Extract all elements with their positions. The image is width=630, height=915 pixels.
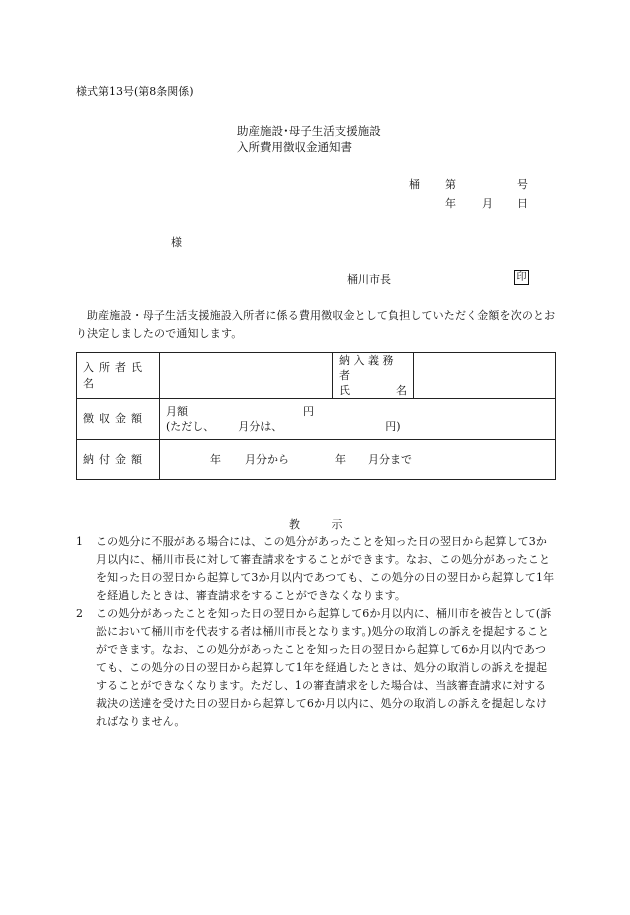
table-row <box>77 440 556 480</box>
resident-name-value <box>160 353 333 399</box>
addressee-suffix: 様 <box>171 236 182 249</box>
fee-table <box>76 352 556 480</box>
date-day: 日 <box>517 197 528 210</box>
period-month-from: 月分から <box>245 452 289 466</box>
period-value <box>160 440 556 480</box>
document-number-prefix: 桶 <box>409 178 420 191</box>
date-year: 年 <box>445 197 456 210</box>
period-year-to: 年 <box>335 452 346 466</box>
seal-mark: 印 <box>514 270 529 285</box>
table-row <box>77 399 556 440</box>
notice-list <box>76 533 556 731</box>
table-row <box>77 353 556 399</box>
note-number: 2 <box>76 607 84 620</box>
issuer-name: 桶川市長 <box>347 273 391 286</box>
list-item <box>76 533 556 605</box>
amount-exception-open: (ただし、 <box>166 420 215 433</box>
period-year-from: 年 <box>210 452 221 466</box>
amount-value <box>160 399 556 440</box>
obligor-label-shi: 氏 <box>339 384 350 397</box>
amount-label: 徴収金額 <box>77 399 160 440</box>
intro-paragraph: 助産施設・母子生活支援施設入所者に係る費用徴収金として負担していただく金額を次のとおり決定しましたので通知します。 <box>76 309 556 340</box>
obligor-label-line1: 納入義務者 <box>339 354 397 382</box>
obligor-label <box>333 353 414 399</box>
note-text: この処分に不服がある場合には、この処分があったことを知った日の翌日から起算して3か月以内に、桶川市長に対して審査請求をすることができます。なお、この処分があったことを知った日の翌日から起算して3か月以内であつても、この処分の日の翌日から起算して1年を経過したときは、審査請求をすることができなくなります。 <box>96 535 555 602</box>
document-title-line1: 助産施設･母子生活支援施設 <box>237 124 381 138</box>
period-label: 納付金額 <box>77 440 160 480</box>
document-number-dai: 第 <box>445 178 456 191</box>
form-number: 様式第13号(第8条関係) <box>76 85 194 98</box>
resident-name-label: 入所者氏名 <box>77 353 160 399</box>
note-number: 1 <box>76 535 84 548</box>
list-item <box>76 605 556 731</box>
document-number-go: 号 <box>517 178 528 191</box>
note-text: この処分があったことを知った日の翌日から起算して6か月以内に、桶川市を被告として(訴訟において桶川市を代表する者は桶川市長となります。)処分の取消しの訴えを提起することができます。なお、この処分があったことを知った日の翌日から起算して6か月以内であつても、この処分の日の翌日から起算して1年を経過したときは、処分の取消しの訴えを提起することができなくなります。ただし、1の審査請求をした場合は、当該審査請求に対する裁決の送達を受けた日の翌日から起算して6か月以内に、処分の取消しの訴えを提起しなければなりません。 <box>96 607 552 728</box>
amount-exception-line <box>166 419 549 434</box>
amount-monthly-label: 月額 <box>166 405 188 418</box>
notice-heading: 教 示 <box>289 518 357 531</box>
obligor-label-line2 <box>339 383 407 398</box>
date-month: 月 <box>482 197 493 210</box>
obligor-label-mei: 名 <box>396 384 407 397</box>
amount-exception-yen: 円) <box>385 420 401 433</box>
document-title-line2: 入所費用徴収金通知書 <box>237 140 352 154</box>
period-month-to: 月分まで <box>368 452 412 466</box>
obligor-name-value <box>414 353 556 399</box>
amount-yen-unit: 円 <box>303 405 314 418</box>
amount-exception-month: 月分は、 <box>238 420 283 433</box>
amount-monthly-line <box>166 404 549 419</box>
